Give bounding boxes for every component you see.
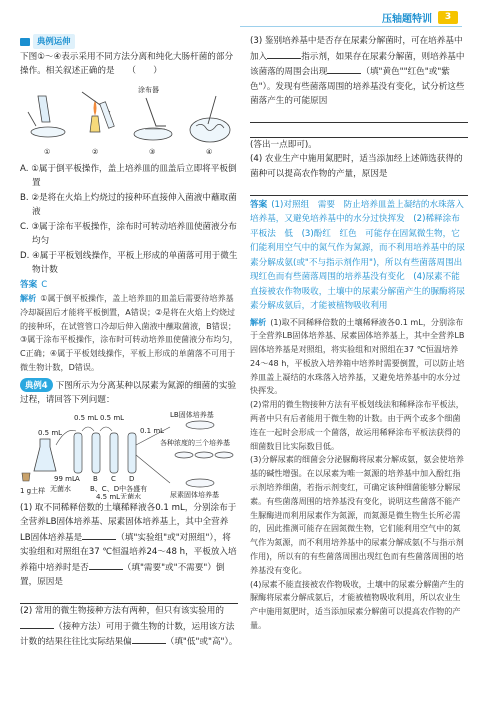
example4-text: 下图所示为分离某种以尿素为氮源的细菌的实验过程，请回答下列问题： [20,380,237,406]
page-number: 3 [438,11,458,24]
left-column [20,34,238,650]
fig2-tube-a: A [75,474,80,483]
ex4-q1-blank1[interactable] [82,530,116,540]
explanation-label: 解析 [20,293,37,303]
book-icon [20,38,30,46]
example4-tag: 典例4 [20,378,53,393]
example4-stem [20,378,238,408]
header-rule [240,26,462,27]
q1-option-c: C. ③属于涂布平板操作，涂布时可转动培养皿使菌液分布均匀 [20,221,237,246]
fig2-tube-d: D [129,474,135,483]
ex4-q1-blank2[interactable] [89,560,123,570]
fig2-lb: LB固体培养基 [170,410,214,419]
q1-answer [20,278,238,293]
fig2-note1: B、C、D中各盛有 [90,484,148,493]
q3-blank1[interactable] [267,49,301,59]
fig2-note2: 4.5 mL无菌水 [96,492,142,499]
q3-hint: (答出一点即可)。 [250,139,317,150]
explanation-3: (3)分解尿素的细菌会分泌脲酶将尿素分解成氨，氨会使培养基的碱性增强。在以尿素为唯一氮源的培养基中加入酚红指示剂培养细菌，若指示剂变红，可确定该种细菌能够分解尿素。有些菌落周围的培养基没有变化，说明这些菌落不能产生脲酶进而利用尿素作为氮源，而氮源是微生物生长所必需的，因此推测可能存在固氮微生物，它们能利用空气中的氮气作为氮源，而不利用培养基中的尿素分解成氨(不与指示剂作用)，所以有的有些菌落周围出现红色而有些菌落周围的培养基没有变化。 [250,454,464,575]
ex4-q2-blank2[interactable] [132,634,166,644]
q3 [250,34,468,109]
fig2-tube-b: B [93,474,98,483]
section-heading [20,34,238,50]
answer-block [250,198,468,314]
q3-blank2[interactable] [327,64,361,74]
section-tag: 典例运伸 [33,34,75,49]
q3-answer-line-1[interactable] [250,109,468,124]
explanation-label-right: 解析 [250,316,267,327]
ex4-q2-text: (2) 常用的微生物接种方法有两种，但只有该实验用的 [20,606,224,617]
page-header [382,10,458,25]
answer-text-right: (1)对照组 需要 防止培养皿盖上凝结的水珠落入培养基，又避免培养基中的水分过快挥发 (2)稀释涂布平板法 低 (3)酚红 红色 可能存在固氮微生物，它们能利用空气中的氮气作为氮源，而不利用培养基中的尿素分解成氨(或"不与指示剂作用")，所以有些菌落周围出现红色而有些菌落周围的培养基没有变化 (4)尿素不能直接被农作物吸收，土壤中的尿素分解菌产生的脲酶将尿素分解成氨后，才能被植物吸收利用 [250,199,465,311]
q3-answer-line-2[interactable] [250,123,468,138]
explanation-1 [250,316,468,399]
q1-stem: 下图①～④表示采用不同方法分离和纯化大肠杆菌的部分操作。相关叙述正确的是 （ ） [20,51,234,76]
fig2-v3: 0.5 mL [100,413,125,422]
q3-text-c: （填"黄色""红色"或"紫色"）。发现有些菌落周围的培养基没有变化，试分析这些菌落产生的可能原因 [250,67,465,106]
ex4-q2 [20,604,238,650]
figure-dilution [20,411,238,499]
explanation-text: ①属于倒平板操作，盖上培养皿的皿盖后需要待培养基冷却凝固后才能将平板倒置，A错误；②是将在火焰上灼烧过的接种环，在试管管口冷却后伸入菌液中蘸取菌液，B错误；③属于涂布平板操作，涂布时可转动培养皿使菌液分布均匀，C正确；④属于平板划线操作，平板上形成的单菌落不可用于微生物计数，D错误。 [20,293,238,372]
right-column [250,34,468,633]
fig2-tube-c: C [111,474,116,483]
fig2-urea: 尿素固体培养基 [170,490,219,499]
q4 [250,152,468,181]
q1-option-b: B. ②是将在火焰上灼烧过的接种环直接伸入菌液中蘸取菌液 [20,192,237,217]
ex4-q1-text: (1) 取不同稀释倍数的土壤稀释液各0.1 mL，分别涂布于全营养LB固体培养基、尿素固体培养基上，其中全营养LB固体培养基是 [20,502,237,543]
ex4-q2-blank1[interactable] [20,619,54,629]
ex4-q2-text-b: （接种方法）可用于微生物的计数，运用该方法计数的结果往往比实际结果偏 [20,621,235,648]
answer-value: C [41,279,48,290]
fig2-soil: 1 g土样 [20,486,46,495]
answer-label-right: 答案 [250,199,268,210]
q3-text: (3) 鉴别培养基中是否存在尿素分解菌时，可在培养基中加入 [250,36,463,62]
fig2-mid: 各种浓度的三个培养基 [160,438,230,447]
fig2-v1: 0.5 mL [38,428,63,437]
ex4-q1 [20,501,238,590]
q4-text: (4) 农业生产中施用氮肥时，适当添加经上述筛选获得的菌种可以提高农作物的产量，原因是 [250,154,463,179]
ex4-q1-text-b: （填"实验组"或"对照组"），将实验组和对照组在37 ℃恒温培养24～48 h，平板放入培养箱中培养时是否 [20,532,237,573]
fig2-v2: 0.5 mL [74,413,99,422]
q1-option-d: D. ④属于平板划线操作，平板上形成的单菌落可用于微生物计数 [20,250,238,275]
q4-answer-line[interactable] [250,181,468,196]
ex4-q1-text-c: （填"需要"或"不需要"）倒置，原因是 [20,562,225,588]
explanation-block [250,316,468,633]
answer-label: 答案 [20,279,38,290]
ex4-q2-text-c: （填"低"或"高"）。 [165,637,238,648]
fig-num-3: ③ [149,147,156,156]
figure-operations [20,82,238,160]
header-title: 压轴题特训 [382,14,432,25]
fig-num-2: ② [92,147,99,156]
fig2-water2: 无菌水 [50,484,71,493]
fig-num-4: ④ [206,147,213,156]
explanation-2: (2)常用的微生物接种方法有平板划线法和稀释涂布平板法，两者中只有后者能用于微生物的计数。由于两个或多个细菌连在一起时会形成一个菌落，故运用稀释涂布平板法获得的细菌数目比实际数目低。 [250,399,464,451]
explanation-1-text: (1)取不同稀释倍数的土壤稀释液各0.1 mL，分别涂布于全营养LB固体培养基、尿素固体培养基上，其中全营养LB固体培养基是对照组，将实验组和对照组在37 ℃恒温培养24～48 h，平板放入培养箱中培养时需要倒置，可以防止培养皿盖上凝结的水珠落入培养基，又避免培养基中的水分过快挥发。 [250,316,465,396]
ex4-q1-answer-line[interactable] [20,590,238,605]
q1-option-a: A. ①属于倒平板操作，盖上培养皿的皿盖后立即将平板倒置 [20,163,237,188]
q3-text-b: 指示剂，如果存在尿素分解菌，则培养基中该菌落的周围会出现 [250,51,465,77]
explanation-4: (4)尿素不能直接被农作物吸收，土壤中的尿素分解菌产生的脲酶将尿素分解成氨后，才能被植物吸收利用，所以农业生产中施用氮肥时，适当添加尿素分解菌可以提高农作物的产量。 [250,578,464,631]
fig2-water1: 99 mL [54,474,76,483]
fig-label-spreader: 涂布器 [138,85,159,94]
q1-explanation [20,292,238,375]
fig2-v4: 0.1 mL [140,426,165,435]
fig-num-1: ① [44,147,51,156]
